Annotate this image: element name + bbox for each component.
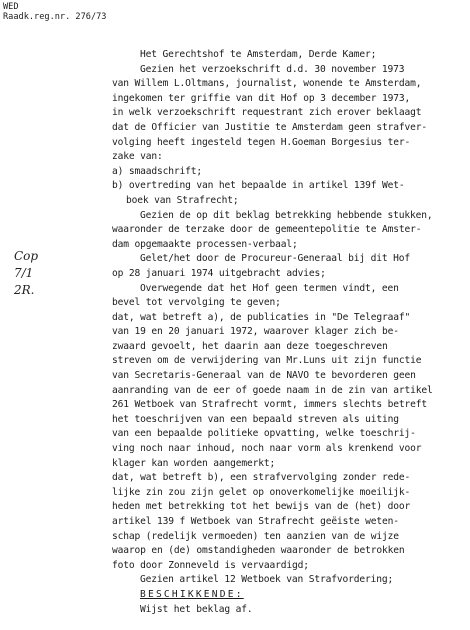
body-line: a) smaadschrift; [112, 165, 203, 177]
body-line: zake van: [112, 151, 163, 163]
handwritten-margin-note [14, 248, 44, 299]
body-line: Wijst het beklag af. [140, 603, 253, 615]
margin-note-line: 2R. [14, 283, 35, 297]
body-line: dat, wat betreft a), de publicaties in "De Telegraaf" [112, 311, 411, 323]
body-line: heden met betrekking tot het bewijs van de (het) door [112, 501, 411, 513]
margin-note-line: Cop [14, 249, 39, 263]
body-line: ving noch naar inhoud, noch naar vorm als krenkend voor [112, 443, 422, 455]
body-line: 261 Wetboek van Strafrecht vormt, immers slechts betreft [112, 399, 428, 411]
body-line [112, 588, 462, 603]
body-line: dat, wat betreft b), een strafvervolging zonder rede- [112, 472, 411, 484]
body-line: zwaard gevoelt, het daarin aan deze toegeschreven [112, 340, 388, 352]
body-line: dam opgemaakte processen-verbaal; [112, 238, 298, 250]
body-line: schap (redelijk vermoeden) ten aanzien van de wijze [112, 530, 399, 542]
body-line: streven om de verwijdering van Mr.Luns uit zijn functie [112, 355, 422, 367]
body-line: Het Gerechtshof te Amsterdam, Derde Kamer; [140, 49, 377, 60]
body-line: het toeschrijven van een bepaald streven als uiting [112, 413, 399, 425]
body-line: van Secretaris-Generaal van de NAVO te bevorderen geen [112, 370, 416, 382]
margin-note-line: 7/1 [14, 266, 34, 280]
body-line: waaronder de terzake door de gemeentepolitie te Amster- [112, 224, 422, 236]
body-line: foto door Zonneveld is vervaardigd; [112, 559, 309, 571]
body-line: op 28 januari 1974 uitgebracht advies; [112, 267, 326, 279]
body-line: b) overtreding van het bepaalde in artikel 139f Wet- [112, 180, 405, 192]
body-line: ingekomen ter griffie van dit Hof op 3 december 1973, [112, 92, 411, 104]
body-line: van 19 en 20 januari 1972, waarover klager zich be- [112, 326, 399, 338]
body-line: bevel tot vervolging te geven; [112, 297, 281, 309]
document-header [3, 2, 106, 22]
ruling-heading: BESCHIKKENDE: [140, 588, 244, 600]
body-line: klager kan worden aangemerkt; [112, 457, 276, 469]
body-line: Overwegende dat het Hof geen termen vindt, een [140, 282, 399, 294]
document-body [112, 48, 462, 617]
body-line: aanranding van de eer of goede naam in de zin van artikel [112, 384, 433, 396]
body-line: lijke zin zou zijn gelet op onoverkomelijke moeilijk- [112, 486, 411, 498]
body-line: van een bepaalde politieke opvatting, welke toeschrij- [112, 428, 416, 440]
body-line: van Willem L.Oltmans, journalist, wonende te Amsterdam, [112, 78, 422, 90]
body-line: boek van Strafrecht; [126, 194, 239, 206]
body-line: Gezien artikel 12 Wetboek van Strafvordering; [140, 574, 394, 586]
header-initials: WED [3, 2, 19, 12]
header-registration-number: Raadk.reg.nr. 276/73 [3, 12, 107, 22]
body-line: Gezien het verzoekschrift d.d. 30 november 1973 [140, 63, 405, 75]
body-line: dat de Officier van Justitie te Amsterdam geen strafver- [112, 121, 428, 133]
body-line: artikel 139 f Wetboek van Strafrecht geëiste weten- [112, 516, 399, 527]
body-line: volging heeft ingesteld tegen H.Goeman Borgesius ter- [112, 136, 411, 148]
body-line: in welk verzoekschrift requestrant zich erover beklaagt [112, 107, 422, 119]
body-line: waarop en (de) omstandigheden waaronder de betrokken [112, 545, 405, 557]
body-line: Gelet/het door de Procureur-Generaal bij dit Hof [140, 253, 411, 265]
body-line: Gezien de op dit beklag betrekking hebbende stukken, [140, 209, 433, 221]
